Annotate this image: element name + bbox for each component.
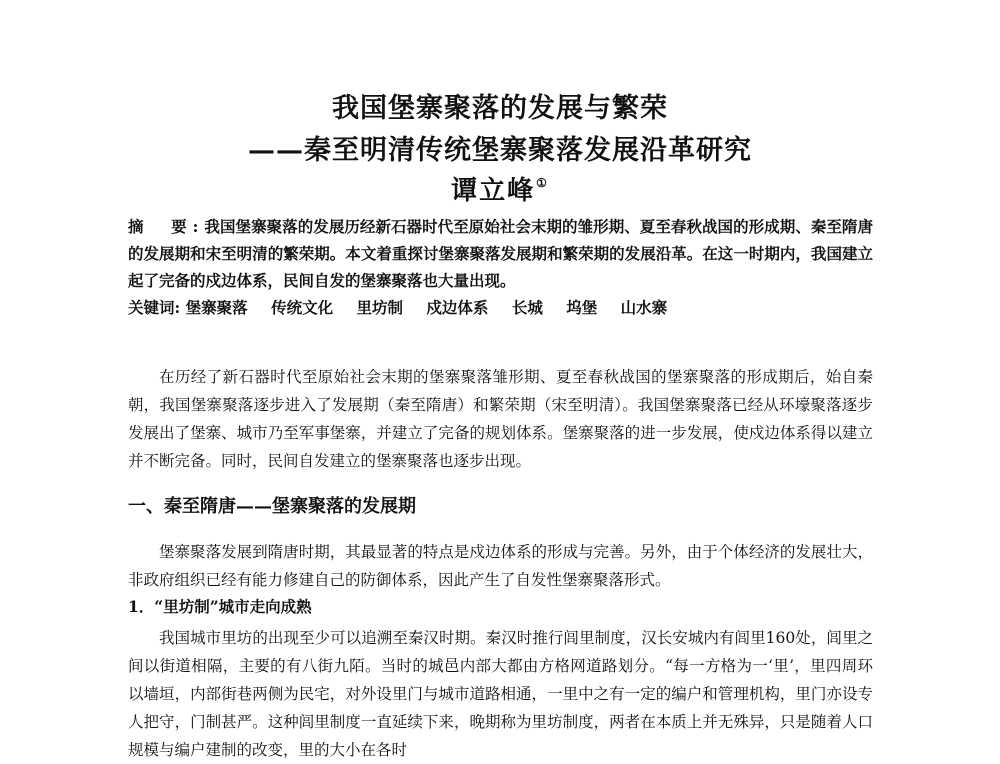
section-heading: 一、秦至隋唐——堡寨聚落的发展期 xyxy=(128,496,416,517)
paper-title: 我国堡寨聚落的发展与繁荣 xyxy=(332,93,668,124)
keyword: 堡寨聚落 xyxy=(185,298,248,317)
keywords xyxy=(128,294,873,321)
keyword: 传统文化 xyxy=(271,298,334,317)
subsection-heading: 1．“里坊制”城市走向成熟 xyxy=(128,597,312,616)
author-line xyxy=(0,170,1000,207)
author-footnote-marker: ① xyxy=(536,176,549,190)
abstract xyxy=(128,213,873,294)
keyword: 里坊制 xyxy=(356,298,403,317)
author-name: 谭立峰 xyxy=(451,176,536,206)
subsection-paragraph: 我国城市里坊的出现至少可以追溯至秦汉时期。秦汉时推行闾里制度，汉长安城内有闾里160处，闾里之间以街道相隔，主要的有八街九陌。当时的城邑内部大都由方格网道路划分。“每一方格为一‘里’，里四周环以墙垣，内部街巷两侧为民宅，对外设里门与城市道路相通，一里中之有一定的编户和管理机构，里门亦设专人把守，门制甚严。这种闾里制度一直延续下来，晚期称为里坊制度，两者在本质上并无殊异，只是随着人口规模与编户建制的改变，里的大小在各时 xyxy=(128,629,873,759)
intro-paragraph: 在历经了新石器时代至原始社会末期的堡寨聚落雏形期、夏至春秋战国的堡寨聚落的形成期后，始自秦朝，我国堡寨聚落逐步进入了发展期（秦至隋唐）和繁荣期（宋至明清）。我国堡寨聚落已经从环壕聚落逐步发展出了堡寨、城市乃至军事堡寨，并建立了完备的规划体系。堡寨聚落的进一步发展，使戍边体系得以建立并不断完备。同时，民间自发建立的堡寨聚落也逐步出现。 xyxy=(128,368,873,470)
abstract-label: 摘 要: xyxy=(128,217,205,236)
abstract-text: 我国堡寨聚落的发展历经新石器时代至原始社会末期的雏形期、夏至春秋战国的形成期、秦至隋唐的发展期和宋至明清的繁荣期。本文着重探讨堡寨聚落发展期和繁荣期的发展沿革。在这一时期内，我国建立起了完备的戍边体系，民间自发的堡寨聚落也大量出现。 xyxy=(128,217,873,290)
keyword: 长城 xyxy=(511,298,543,317)
keywords-label: 关键词: xyxy=(128,298,181,317)
keyword: 山水寨 xyxy=(620,298,668,317)
keyword: 坞堡 xyxy=(566,298,598,317)
keyword: 戍边体系 xyxy=(426,298,489,317)
section-paragraph: 堡寨聚落发展到隋唐时期，其最显著的特点是戍边体系的形成与完善。另外，由于个体经济的发展壮大，非政府组织已经有能力修建自己的防御体系，因此产生了自发性堡寨聚落形式。 xyxy=(128,543,873,589)
paper-subtitle: ——秦至明清传统堡寨聚落发展沿革研究 xyxy=(248,135,752,166)
